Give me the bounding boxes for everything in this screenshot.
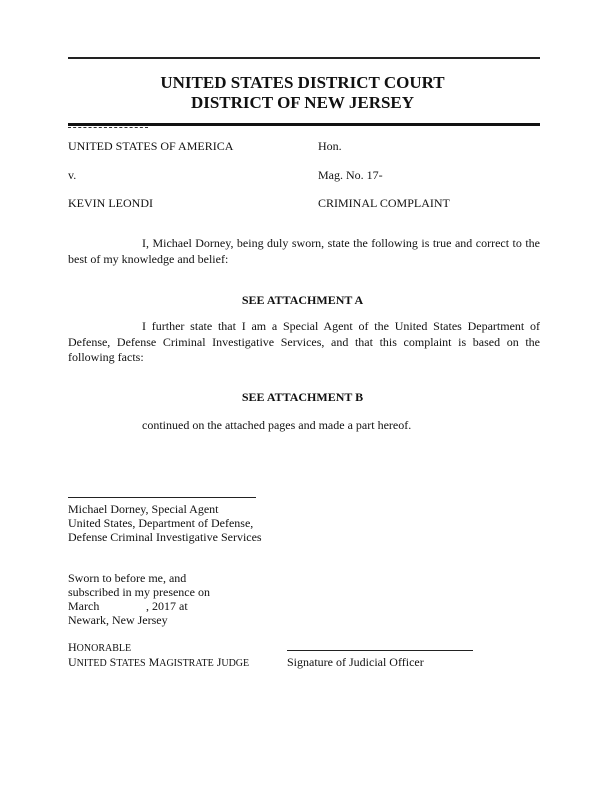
oath-paragraph: I, Michael Dorney, being duly sworn, state the following is true and correct to the best of my knowledge and belief: [68, 236, 540, 266]
magistrate-title: UNITED STATES MAGISTRATE JUDGE [68, 655, 250, 669]
caption-rule [68, 123, 540, 126]
sworn-place: Newark, New Jersey [68, 613, 168, 627]
judge-name: Hon. [318, 139, 342, 153]
statement-paragraph: I further state that I am a Special Agent of the United States Department of Defense, Defense Criminal Investigative Services, and that this complaint is based on the following facts: [68, 319, 540, 364]
caption-dash [68, 127, 148, 128]
judicial-signature-line [287, 650, 473, 651]
affiant-agency-division: Defense Criminal Investigative Services [68, 530, 262, 544]
plaintiff: UNITED STATES OF AMERICA [68, 139, 234, 153]
affiant-agency: United States, Department of Defense, [68, 516, 254, 530]
affiant-name: Michael Dorney, Special Agent [68, 502, 219, 516]
attachment-b: SEE ATTACHMENT B [241, 390, 364, 404]
court-name: UNITED STATES DISTRICT COURT [160, 73, 445, 92]
top-rule [68, 57, 540, 59]
attachment-a: SEE ATTACHMENT A [241, 293, 364, 307]
document-type: CRIMINAL COMPLAINT [318, 196, 450, 210]
mag-number: Mag. No. 17- [318, 168, 383, 182]
sworn-month: March [68, 599, 100, 613]
defendant: KEVIN LEONDI [68, 196, 153, 210]
court-district: DISTRICT OF NEW JERSEY [190, 93, 415, 112]
sworn-line2: subscribed in my presence on [68, 585, 210, 599]
affiant-signature-line [68, 497, 256, 498]
sworn-line1: Sworn to before me, and [68, 571, 187, 585]
judicial-signature-label: Signature of Judicial Officer [287, 655, 424, 669]
honorable-label: HONORABLE [68, 640, 132, 654]
versus: v. [68, 168, 77, 182]
continued-text: continued on the attached pages and made a part hereof. [142, 418, 412, 432]
sworn-year: , 2017 at [146, 599, 188, 613]
